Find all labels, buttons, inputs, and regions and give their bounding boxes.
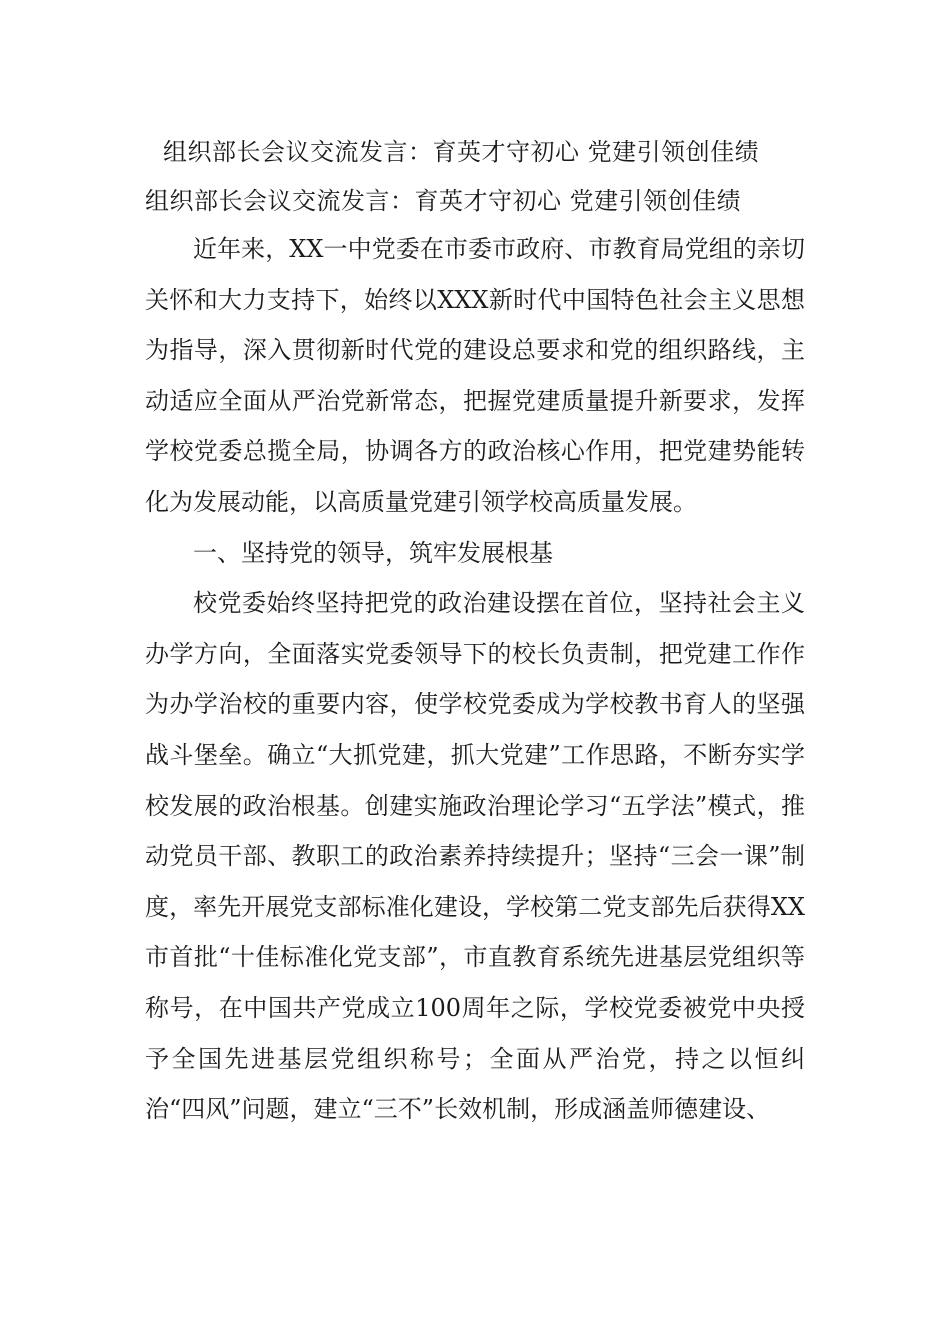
- section-paragraph: 校党委始终坚持把党的政治建设摆在首位，坚持社会主义办学方向，全面落实党委领导下的校长负责制，把党建工作作为办学治校的重要内容，使学校党委成为学校教书育人的坚强战斗堡垒。确立“大抓党建，抓大党建”工作思路，不断夯实学校发展的政治根基。创建实施政治理论学习“五学法”模式，推动党员干部、教职工的政治素养持续提升；坚持“三会一课”制度，率先开展党支部标准化建设，学校第二党支部先后获得XX市首批“十佳标准化党支部”，市直教育系统先进基层党组织等称号，在中国共产党成立100周年之际，学校党委被党中央授予全国先进基层党组织称号；全面从严治党，持之以恒纠治“四风”问题，建立“三不”长效机制，形成涵盖师德建设、: [145, 589, 805, 1124]
- section-heading: 一、坚持党的领导，筑牢发展根基: [193, 538, 553, 567]
- intro-paragraph: 近年来，XX一中党委在市委市政府、市教育局党组的亲切关怀和大力支持下，始终以XXX新时代中国特色社会主义思想为指导，深入贯彻新时代党的建设总要求和党的组织路线，主动适应全面从严治党新常态，把握党建质量提升新要求，发挥学校党委总揽全局，协调各方的政治核心作用，把党建势能转化为发展动能，以高质量党建引领学校高质量发展。: [145, 235, 805, 516]
- header-title: 组织部长会议交流发言：育英才守初心 党建引领创佳绩: [163, 138, 760, 166]
- document-body: [145, 224, 805, 1135]
- document-title: 组织部长会议交流发言：育英才守初心 党建引领创佳绩: [145, 187, 742, 215]
